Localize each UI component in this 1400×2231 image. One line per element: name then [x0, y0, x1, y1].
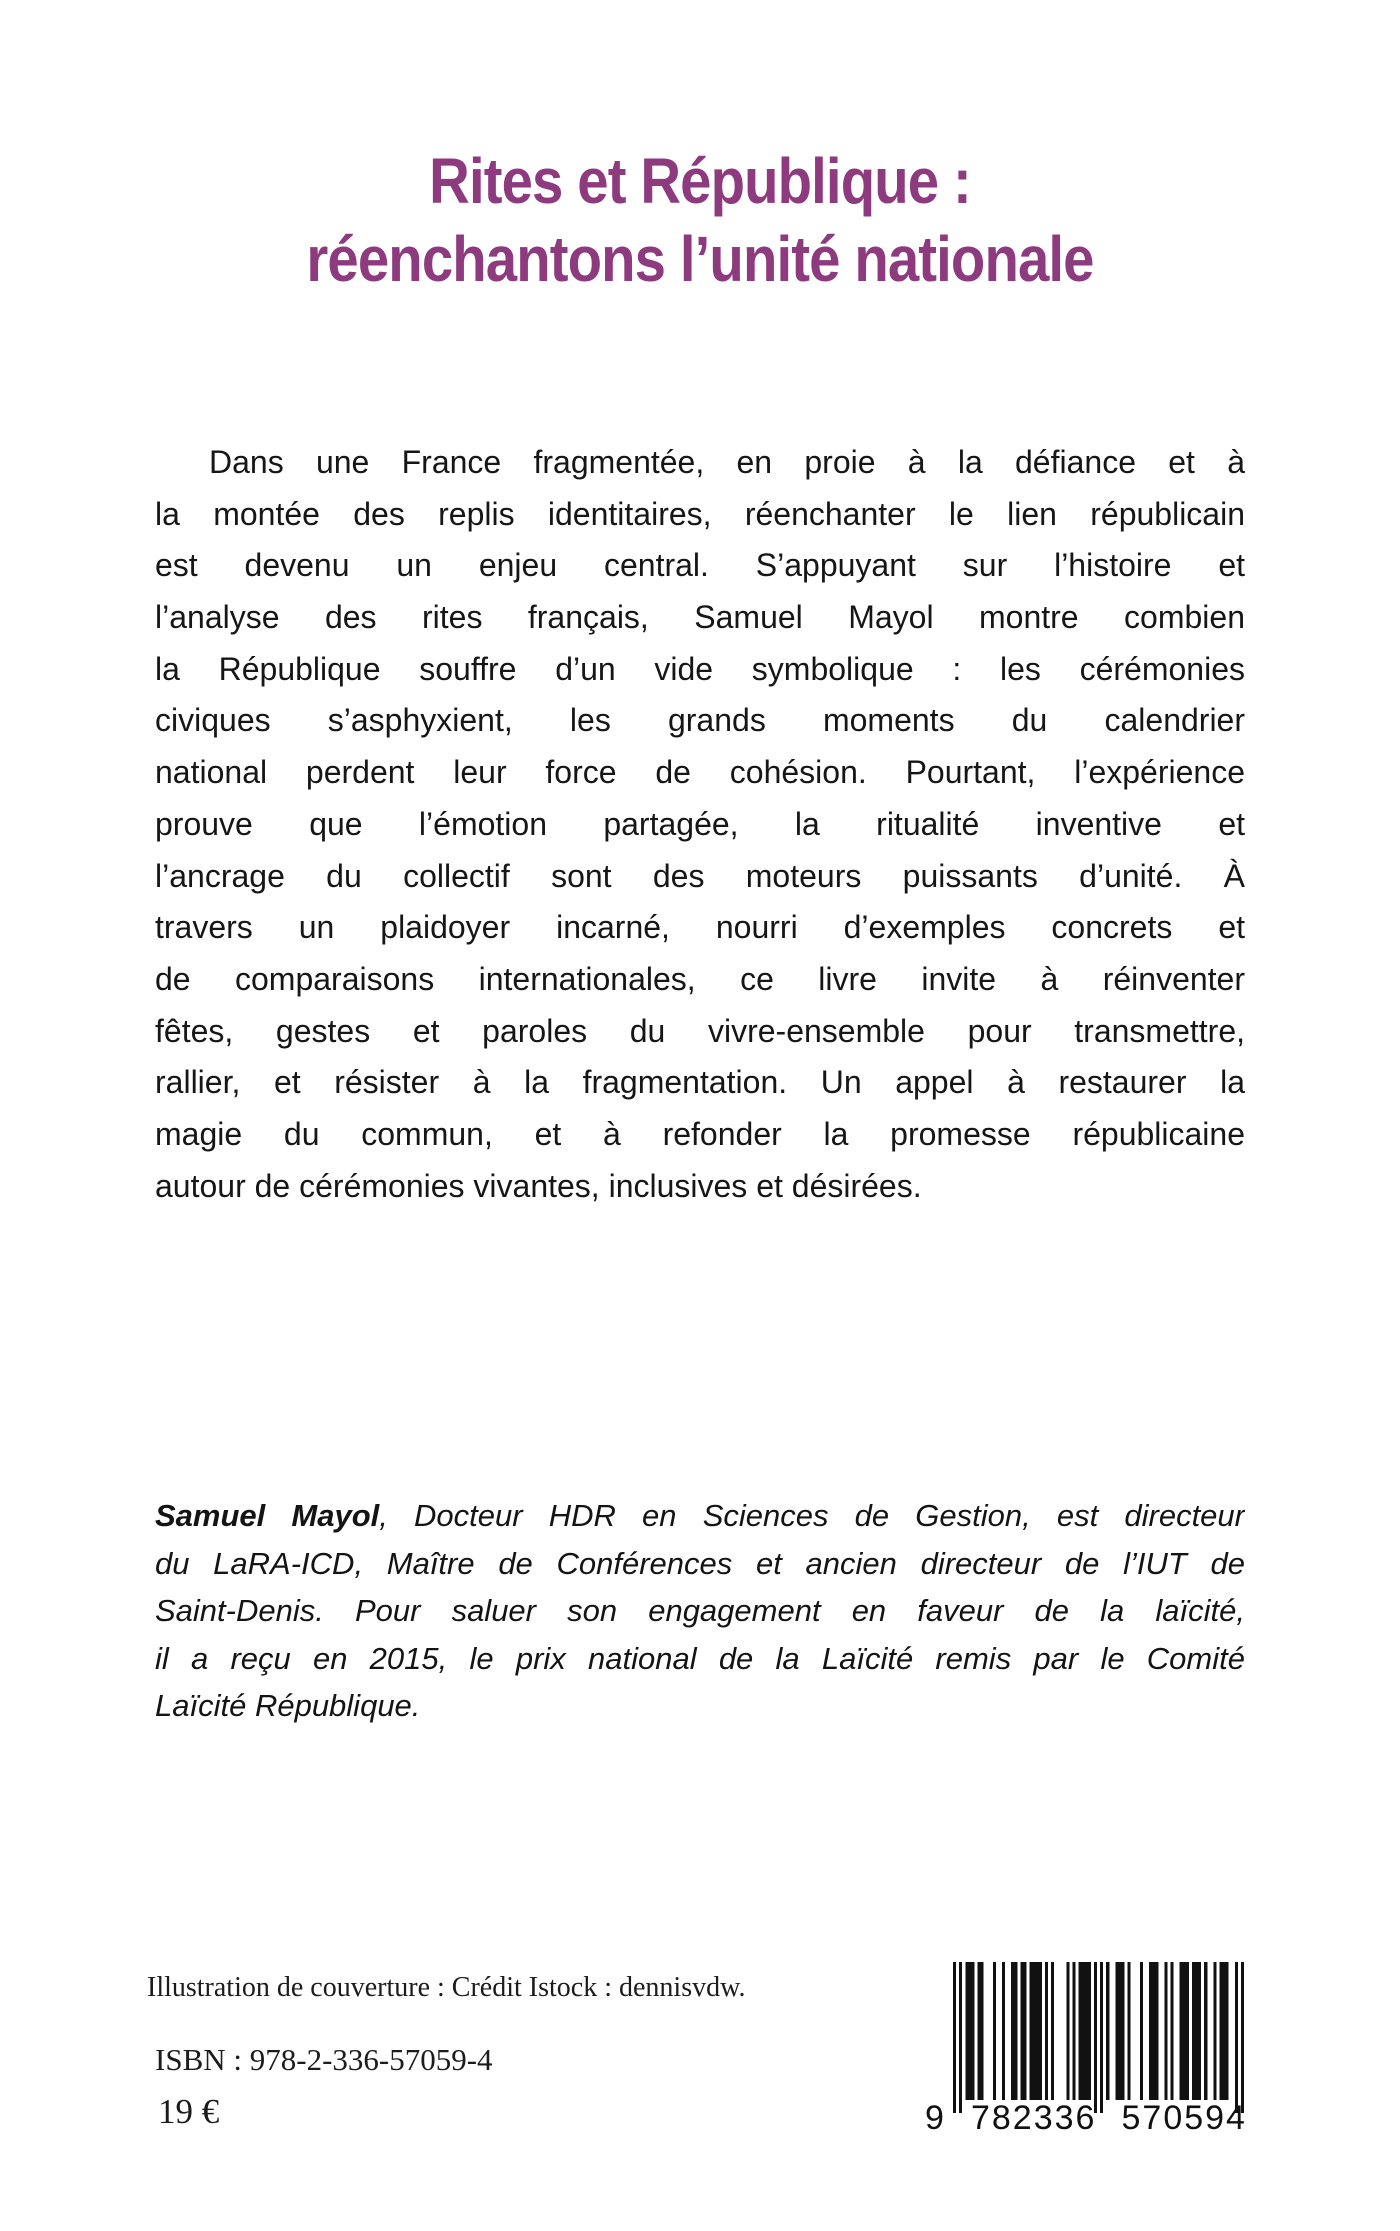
author-bio-line: Saint-Denis. Pour saluer son engagement en faveur de la laïcité,	[155, 1593, 1245, 1628]
synopsis-line: travers un plaidoyer incarné, nourri d’exemples concrets et	[155, 909, 1245, 946]
book-title-line1: Rites et République :	[429, 145, 971, 217]
barcode-digit-group: 570594	[1121, 2099, 1247, 2137]
barcode-digits	[925, 2099, 1247, 2138]
illustration-credit: Illustration de couverture : Crédit Istock : dennisvdw.	[147, 1972, 746, 2003]
synopsis-line: l’analyse des rites français, Samuel Mayol montre combien	[155, 599, 1245, 636]
synopsis-line: autour de cérémonies vivantes, inclusives et désirées.	[155, 1167, 922, 1204]
isbn-text: ISBN : 978-2-336-57059-4	[155, 2042, 493, 2077]
synopsis-line: la montée des replis identitaires, réenchanter le lien républicain	[155, 495, 1245, 532]
synopsis-line: rallier, et résister à la fragmentation. Un appel à restaurer la	[155, 1064, 1245, 1101]
synopsis-line: civiques s’asphyxient, les grands moments du calendrier	[155, 702, 1245, 739]
synopsis-line: la République souffre d’un vide symbolique : les cérémonies	[155, 650, 1245, 687]
synopsis-line: prouve que l’émotion partagée, la ritualité inventive et	[155, 805, 1245, 842]
synopsis-line: de comparaisons internationales, ce livre invite à réinventer	[155, 960, 1245, 997]
author-name: Samuel Mayol	[155, 1498, 380, 1533]
barcode-digit-group: 782336	[970, 2099, 1097, 2137]
ean13-barcode	[953, 1962, 1244, 2113]
author-bio-line1-rest: , Docteur HDR en Sciences de Gestion, est directeur	[379, 1498, 1245, 1533]
synopsis-line: est devenu un enjeu central. S’appuyant sur l’histoire et	[155, 547, 1245, 584]
author-bio-line	[155, 1492, 1245, 1540]
synopsis-line: fêtes, gestes et paroles du vivre-ensemble pour transmettre,	[155, 1012, 1245, 1049]
author-bio-line: il a reçu en 2015, le prix national de la Laïcité remis par le Comité	[155, 1640, 1245, 1676]
synopsis-line: Dans une France fragmentée, en proie à la défiance et à	[209, 444, 1245, 480]
price-text: 19 €	[158, 2092, 220, 2131]
book-title	[84, 142, 1316, 298]
author-bio-line: du LaRA-ICD, Maître de Conférences et ancien directeur de l’IUT de	[155, 1545, 1245, 1581]
synopsis-line: national perdent leur force de cohésion. Pourtant, l’expérience	[155, 754, 1245, 791]
author-bio-line: Laïcité République.	[155, 1688, 421, 1723]
synopsis-line: magie du commun, et à refonder la promesse républicaine	[155, 1115, 1245, 1152]
synopsis-line: l’ancrage du collectif sont des moteurs puissants d’unité. À	[155, 857, 1245, 894]
barcode-digit-group: 9	[925, 2099, 946, 2137]
book-title-line2: réenchantons l’unité nationale	[306, 223, 1094, 295]
author-bio	[155, 1492, 1245, 1730]
synopsis-paragraph	[155, 437, 1245, 1212]
